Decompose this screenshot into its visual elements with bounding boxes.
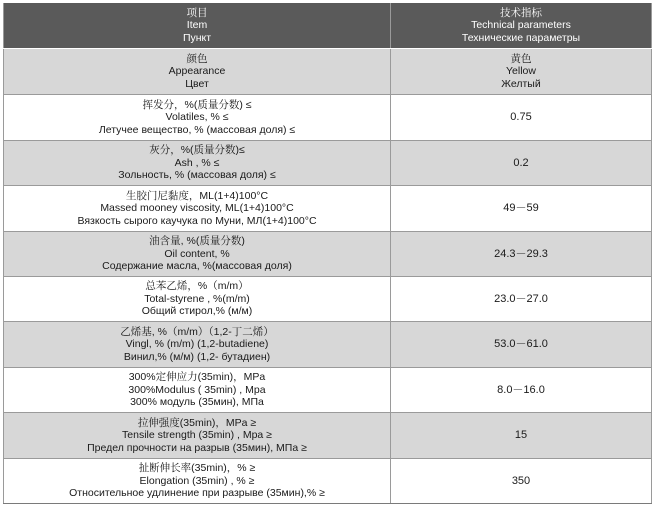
item-cell [4, 413, 391, 459]
value-cell: 24.3－29.3 [391, 232, 652, 277]
item-ru: Содержание масла, %(массовая доля) [102, 260, 292, 273]
row-vinyl [4, 322, 652, 368]
item-cn: 扯断伸长率(35min)，% ≥ [138, 462, 256, 475]
item-cell [4, 95, 391, 141]
value-cell: 23.0－27.0 [391, 277, 652, 322]
item-cell [4, 322, 391, 368]
item-cn: 挥发分，%(质量分数) ≤ [142, 98, 252, 111]
item-cell [4, 459, 391, 504]
item-cn: 300%定伸应力(35min)，MPa [128, 371, 266, 384]
item-en: Total-styrene , %(m/m) [144, 292, 250, 305]
item-en: Appearance [168, 65, 226, 78]
item-cell [4, 232, 391, 277]
item-cell [4, 141, 391, 186]
item-cn: 乙烯基, %（m/m）（1,2-丁二烯） [120, 325, 274, 338]
item-cn: 生胶门尼黏度，ML(1+4)100°C [125, 189, 269, 202]
specification-table [3, 3, 652, 504]
item-cell [4, 368, 391, 413]
item-ru: Винил,% (м/м) (1,2- бутадиен) [123, 350, 271, 363]
header-parameters-ru: Технические параметры [461, 31, 581, 44]
item-en: Vingl, % (m/m) (1,2-butadiene) [125, 338, 269, 351]
value-cell: 15 [391, 413, 652, 459]
item-cell [4, 186, 391, 232]
value-cell: 8.0－16.0 [391, 368, 652, 413]
item-en: Volatiles, % ≤ [165, 111, 229, 124]
item-cn: 拉伸强度(35min)，MPa ≥ [137, 416, 257, 429]
item-ru: Относительное удлинение при разрыве (35мин),% ≥ [69, 487, 325, 500]
item-en: Massed mooney viscosity, ML(1+4)100°C [100, 202, 294, 215]
row-tensile-strength [4, 413, 652, 459]
header-item-en: Item [186, 19, 208, 32]
row-appearance [4, 49, 652, 95]
value-ru: Желтый [501, 77, 541, 90]
item-ru: 300% модуль (35мин), МПа [130, 396, 264, 409]
header-item-cn: 项目 [186, 6, 208, 19]
value-cell: 0.75 [391, 95, 652, 141]
item-ru: Вязкость сырого каучука по Муни, МЛ(1+4)100°C [77, 214, 317, 227]
header-item-ru: Пункт [182, 31, 212, 44]
value-cell: 53.0－61.0 [391, 322, 652, 368]
header-parameters-cell [391, 3, 652, 49]
row-total-styrene [4, 277, 652, 322]
item-cell [4, 49, 391, 95]
item-cn: 灰分，%(质量分数)≤ [149, 144, 245, 157]
row-modulus [4, 368, 652, 413]
row-oil-content [4, 232, 652, 277]
header-parameters-en: Technical parameters [471, 19, 571, 32]
row-volatiles [4, 95, 652, 141]
header-parameters-cn: 技术指标 [500, 6, 542, 19]
item-en: 300%Modulus ( 35min) , Mpa [128, 383, 266, 396]
item-en: Oil content, % [164, 247, 230, 260]
item-ru: Общий стирол,% (м/м) [141, 305, 253, 318]
header-item-cell [4, 3, 391, 49]
value-cell: 49－59 [391, 186, 652, 232]
value-cell: 350 [391, 459, 652, 504]
item-cn: 颜色 [186, 52, 208, 65]
row-ash [4, 141, 652, 186]
item-en: Ash , % ≤ [174, 156, 220, 169]
item-en: Tensile strength (35min) , Mpa ≥ [122, 429, 272, 442]
item-ru: Предел прочности на разрыв (35мин), МПа ≥ [87, 441, 307, 454]
item-cn: 油含量, %(质量分数) [149, 235, 245, 248]
item-cell [4, 277, 391, 322]
item-cn: 总苯乙烯，%（m/m） [145, 280, 249, 293]
row-elongation [4, 459, 652, 504]
item-ru: Цвет [185, 77, 209, 90]
value-cell: 0.2 [391, 141, 652, 186]
row-mooney-viscosity [4, 186, 652, 232]
item-en: Elongation (35min) , % ≥ [139, 474, 255, 487]
value-cell [391, 49, 652, 95]
item-ru: Зольность, % (массовая доля) ≤ [118, 169, 276, 182]
header-row [4, 3, 652, 49]
value-cn: 黄色 [510, 52, 532, 65]
item-ru: Летучее вещество, % (массовая доля) ≤ [98, 123, 296, 136]
value-en: Yellow [506, 65, 536, 78]
